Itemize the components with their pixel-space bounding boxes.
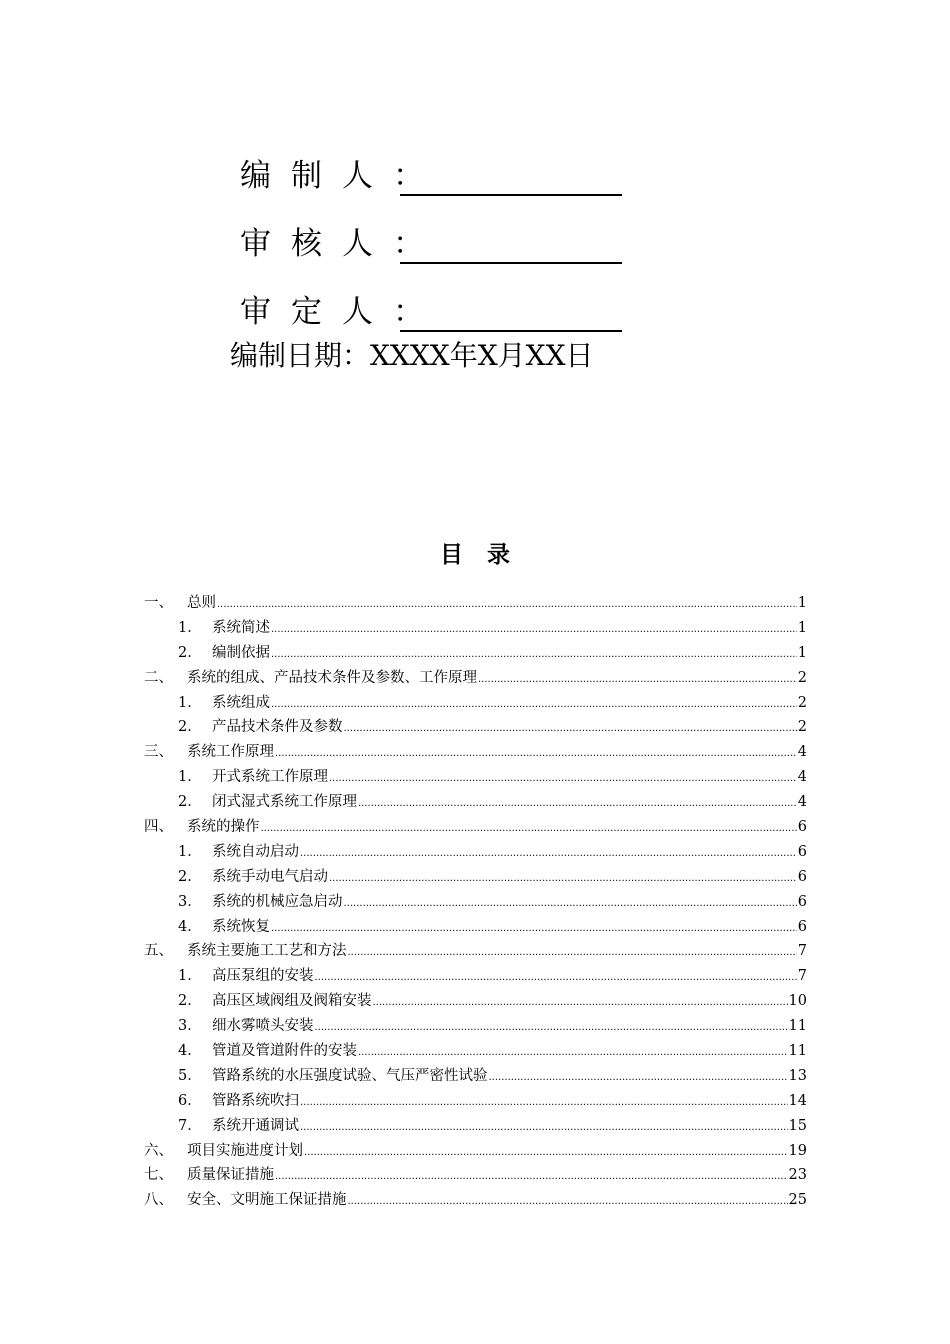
toc-entry-page: 2 [797, 669, 807, 686]
signature-row-approver [240, 264, 622, 332]
toc-entry-title: 系统的操作 [187, 819, 260, 836]
toc-entry-number: 1． [178, 968, 202, 985]
toc-entry-title: 管路系统吹扫 [212, 1092, 299, 1109]
toc-leader-dots [271, 618, 797, 643]
toc-entry-page: 19 [788, 1142, 807, 1159]
toc-entry-number: 2． [178, 644, 202, 661]
toc-entry-page: 6 [797, 819, 807, 836]
toc-entry-page: 1 [797, 619, 807, 636]
toc-leader-dots [358, 792, 797, 817]
toc-entry-page: 7 [797, 943, 807, 960]
toc-entry-number: 7． [178, 1117, 202, 1134]
toc-leader-dots [478, 668, 797, 693]
toc-entry-number: 1． [178, 694, 202, 711]
toc-entry[interactable] [144, 1163, 807, 1188]
toc-entry-number: 三、 [144, 744, 173, 761]
toc-entry-page: 15 [788, 1117, 807, 1134]
toc-entry[interactable] [144, 1188, 807, 1213]
toc-entry-number: 3． [178, 893, 202, 910]
toc-entry[interactable] [144, 1064, 807, 1089]
toc-entry-page: 2 [797, 719, 807, 736]
toc-leader-dots [217, 593, 797, 618]
toc-entry-title: 系统主要施工工艺和方法 [187, 943, 347, 960]
compile-date: 编制日期：XXXX年X月XX日 [230, 339, 594, 372]
toc-entry[interactable] [144, 890, 807, 915]
toc-entry[interactable] [144, 691, 807, 716]
toc-entry[interactable] [144, 666, 807, 691]
toc-leader-dots [329, 767, 797, 792]
toc-entry-title: 管道及管道附件的安装 [212, 1043, 357, 1060]
toc-entry-title: 质量保证措施 [187, 1167, 274, 1184]
toc-leader-dots [300, 1116, 788, 1141]
toc-leader-dots [261, 817, 797, 842]
toc-entry-page: 14 [788, 1092, 807, 1109]
toc-leader-dots [300, 1091, 788, 1116]
toc-entry-title: 项目实施进度计划 [187, 1142, 303, 1159]
toc-entry[interactable] [144, 815, 807, 840]
toc-entry-title: 安全、文明施工保证措施 [187, 1192, 347, 1209]
toc-entry-title: 细水雾喷头安装 [212, 1018, 314, 1035]
signature-row-reviewer [240, 196, 622, 264]
signature-label: 审定人： [240, 294, 444, 330]
toc-leader-dots [348, 941, 797, 966]
toc-entry[interactable] [144, 1089, 807, 1114]
toc-leader-dots [271, 917, 797, 942]
toc-entry-page: 25 [788, 1192, 807, 1209]
toc-entry-page: 6 [797, 893, 807, 910]
toc-entry-page: 13 [788, 1067, 807, 1084]
toc-entry[interactable] [144, 740, 807, 765]
toc-entry[interactable] [144, 1114, 807, 1139]
toc-entry-title: 系统工作原理 [187, 744, 274, 761]
toc-entry-number: 五、 [144, 943, 173, 960]
toc-leader-dots [300, 842, 797, 867]
toc-entry-page: 1 [797, 644, 807, 661]
toc-entry[interactable] [144, 1014, 807, 1039]
toc-entry[interactable] [144, 939, 807, 964]
toc-entry-title: 开式系统工作原理 [212, 769, 328, 786]
toc-leader-dots [344, 892, 797, 917]
toc-entry-number: 6． [178, 1092, 202, 1109]
toc-entry[interactable] [144, 1039, 807, 1064]
toc-entry-page: 4 [797, 744, 807, 761]
signature-line [400, 158, 622, 196]
toc-entry[interactable] [144, 790, 807, 815]
signature-row-compiler [240, 128, 622, 196]
toc-entry-number: 4． [178, 918, 202, 935]
toc-entry-title: 高压区域阀组及阀箱安装 [212, 993, 372, 1010]
toc-entry-number: 2． [178, 868, 202, 885]
toc-leader-dots [315, 1016, 788, 1041]
toc-entry-number: 一、 [144, 595, 173, 611]
toc-entry-title: 系统组成 [212, 694, 270, 711]
toc-entry-title: 系统手动电气启动 [212, 868, 328, 885]
signature-line [400, 294, 622, 332]
toc-leader-dots [348, 1190, 788, 1215]
toc-leader-dots [275, 742, 797, 767]
signature-label: 审核人： [240, 226, 444, 262]
toc-entry-number: 六、 [144, 1142, 173, 1159]
toc-leader-dots [329, 867, 797, 892]
toc-entry[interactable] [144, 915, 807, 940]
toc-entry[interactable] [144, 840, 807, 865]
toc-leader-dots [271, 693, 797, 718]
toc-entry-title: 总则 [187, 595, 216, 611]
toc-entry-page: 10 [788, 993, 807, 1010]
toc-entry-number: 1． [178, 769, 202, 786]
toc-entry[interactable] [144, 591, 807, 616]
toc-leader-dots [271, 643, 797, 668]
toc-entry[interactable] [144, 715, 807, 740]
toc-entry[interactable] [144, 989, 807, 1014]
signature-label: 编制人： [240, 158, 444, 194]
toc-entry-page: 6 [797, 843, 807, 860]
toc-entry-page: 11 [788, 1018, 807, 1035]
toc-entry-title: 系统开通调试 [212, 1117, 299, 1134]
toc-entry-title: 系统恢复 [212, 918, 270, 935]
toc-entry-title: 系统自动启动 [212, 843, 299, 860]
toc-entry-number: 1． [178, 619, 202, 636]
toc-entry[interactable] [144, 616, 807, 641]
toc-entry-page: 1 [797, 595, 807, 611]
toc-entry-title: 闭式湿式系统工作原理 [212, 794, 357, 811]
signature-block [240, 128, 622, 332]
toc-entry-page: 4 [797, 794, 807, 811]
toc-entry-title: 系统的组成、产品技术条件及参数、工作原理 [187, 669, 477, 686]
toc-entry-page: 6 [797, 918, 807, 935]
toc-entry[interactable] [144, 765, 807, 790]
toc-entry[interactable] [144, 1139, 807, 1164]
toc-entry[interactable] [144, 865, 807, 890]
toc-leader-dots [358, 1041, 788, 1066]
toc-entry-number: 八、 [144, 1192, 173, 1209]
toc-entry[interactable] [144, 641, 807, 666]
toc-title: 目录 [440, 541, 534, 568]
toc-entry-number: 2． [178, 719, 202, 736]
toc-entry-title: 系统的机械应急启动 [212, 893, 343, 910]
toc-leader-dots [373, 991, 788, 1016]
signature-line [400, 226, 622, 264]
toc-leader-dots [344, 717, 797, 742]
toc-entry-number: 二、 [144, 669, 173, 686]
toc-leader-dots [275, 1165, 788, 1190]
toc-entry-page: 2 [797, 694, 807, 711]
toc-entry-page: 4 [797, 769, 807, 786]
table-of-contents [144, 591, 807, 1213]
toc-entry-number: 七、 [144, 1167, 173, 1184]
toc-entry-number: 5． [178, 1067, 202, 1084]
toc-entry-title: 编制依据 [212, 644, 270, 661]
toc-entry-number: 四、 [144, 819, 173, 836]
toc-entry-page: 11 [788, 1043, 807, 1060]
toc-entry-number: 3． [178, 1018, 202, 1035]
toc-leader-dots [304, 1141, 788, 1166]
toc-entry-number: 4． [178, 1043, 202, 1060]
toc-entry-number: 2． [178, 993, 202, 1010]
toc-entry-title: 管路系统的水压强度试验、气压严密性试验 [212, 1067, 488, 1084]
toc-entry-title: 产品技术条件及参数 [212, 719, 343, 736]
toc-entry-page: 6 [797, 868, 807, 885]
toc-entry-title: 高压泵组的安装 [212, 968, 314, 985]
toc-entry-number: 2． [178, 794, 202, 811]
toc-entry-page: 23 [788, 1167, 807, 1184]
toc-entry-page: 7 [797, 968, 807, 985]
toc-leader-dots [315, 966, 797, 991]
toc-leader-dots [489, 1066, 788, 1091]
toc-entry-number: 1． [178, 843, 202, 860]
toc-entry[interactable] [144, 964, 807, 989]
toc-entry-title: 系统简述 [212, 619, 270, 636]
